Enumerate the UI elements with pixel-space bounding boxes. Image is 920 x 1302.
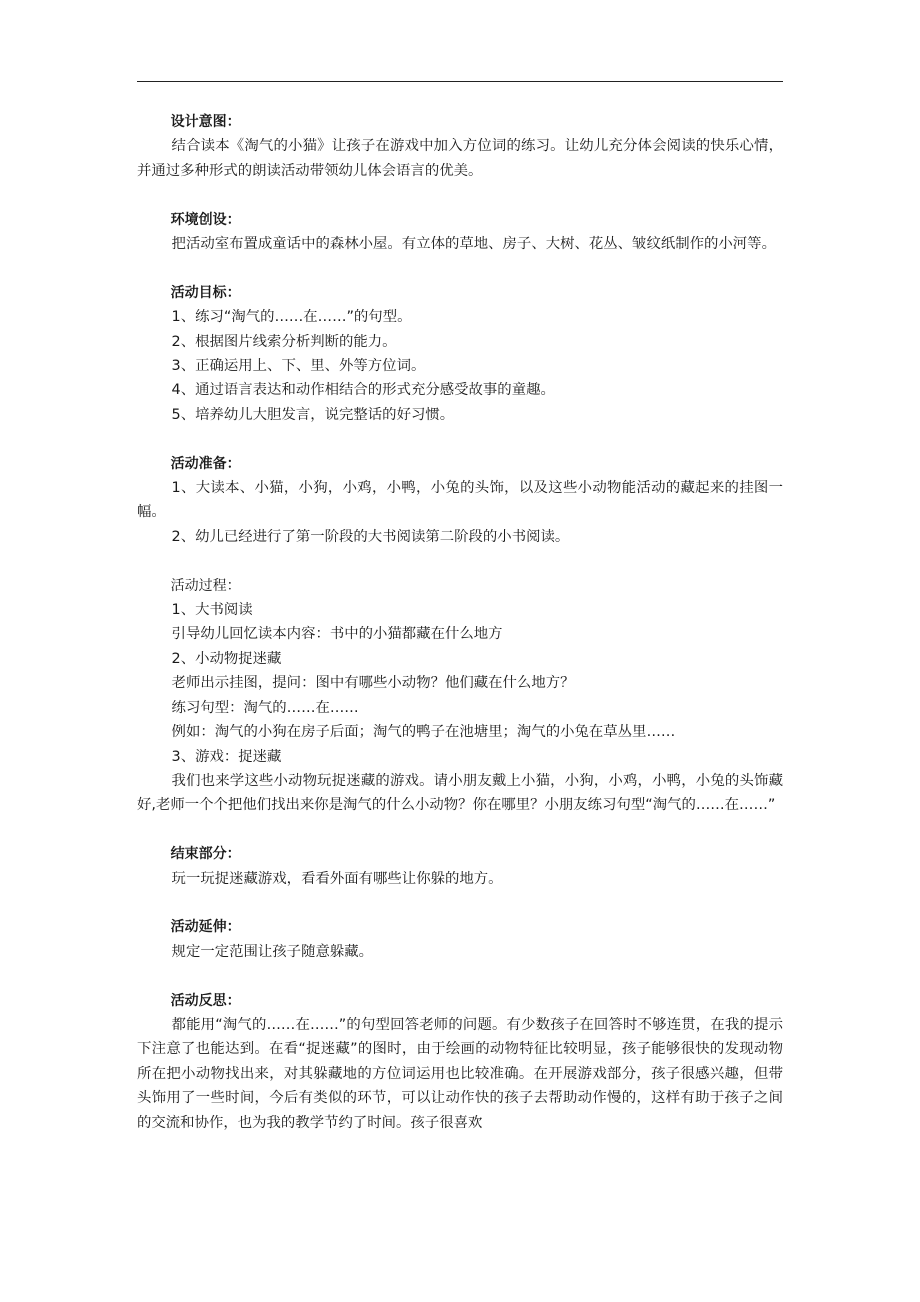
list-item: 1、练习“淘气的……在……”的句型。 xyxy=(171,309,412,326)
section-design xyxy=(137,110,783,183)
section-goals xyxy=(137,281,783,427)
section-ending xyxy=(137,842,783,891)
section-heading: 环境创设： xyxy=(170,211,241,228)
document-body xyxy=(137,110,783,1159)
section-paragraph: 我们也来学这些小动物玩捉迷藏的游戏。请小朋友戴上小猫，小狗，小鸡，小鸭，小兔的头饰藏好,老师一个个把他们找出来你是淘气的什么小动物？你在哪里？小朋友练习句型“淘气的……在……” xyxy=(137,772,783,814)
section-paragraph: 规定一定范围让孩子随意躲藏。 xyxy=(171,943,374,960)
list-item: 2、幼儿已经进行了第一阶段的大书阅读第二阶段的小书阅读。 xyxy=(171,528,570,545)
list-item: 2、根据图片线索分析判断的能力。 xyxy=(171,333,397,350)
process-line: 老师出示挂图，提问：图中有哪些小动物？他们藏在什么地方？ xyxy=(171,675,575,692)
list-item: 3、正确运用上、下、里、外等方位词。 xyxy=(171,358,426,375)
section-heading: 活动延伸： xyxy=(170,919,241,936)
process-line: 练习句型：淘气的……在…… xyxy=(171,699,359,716)
section-environment xyxy=(137,208,783,257)
list-item: 4、通过语言表达和动作相结合的形式充分感受故事的童趣。 xyxy=(171,382,555,399)
section-heading: 活动过程： xyxy=(170,577,241,594)
section-heading: 活动反思： xyxy=(170,992,241,1009)
process-line: 3、游戏：捉迷藏 xyxy=(171,748,282,765)
section-paragraph: 结合读本《淘气的小猫》让孩子在游戏中加入方位词的练习。让幼儿充分体会阅读的快乐心情，并通过多种形式的朗读活动带领幼儿体会语言的优美。 xyxy=(137,138,783,179)
process-line: 2、小动物捉迷藏 xyxy=(171,650,282,667)
section-heading: 活动准备： xyxy=(170,455,241,472)
process-line: 引导幼儿回忆读本内容：书中的小猫都藏在什么地方 xyxy=(171,626,503,643)
section-heading: 活动目标： xyxy=(170,284,241,301)
section-extension xyxy=(137,915,783,964)
section-heading: 设计意图： xyxy=(170,114,241,130)
section-process xyxy=(137,574,783,818)
section-paragraph: 都能用“淘气的……在……”的句型回答老师的问题。有少数孩子在回答时不够连贯，在我的提示下注意了也能达到。在看“捉迷藏”的图时，由于绘画的动物特征比较明显，孩子能够很快的发现动物所在把小动物找出来，对其躲藏地的方位词运用也比较准确。在开展游戏部分，孩子很感兴趣，但带头饰用了一些时间，今后有类似的环节，可以让动作快的孩子去帮助动作慢的，这样有助于孩子之间的交流和协作，也为我的教学节约了时间。孩子很喜欢 xyxy=(137,1016,783,1131)
section-preparation xyxy=(137,452,783,550)
section-heading: 结束部分： xyxy=(170,846,241,863)
list-item: 5、培养幼儿大胆发言，说完整话的好习惯。 xyxy=(171,406,455,423)
process-line: 1、大书阅读 xyxy=(171,602,253,619)
section-reflection xyxy=(137,989,783,1135)
header-divider xyxy=(137,81,783,82)
list-item: 1、大读本、小猫，小狗，小鸡，小鸭，小兔的头饰，以及这些小动物能活动的藏起来的挂图一幅。 xyxy=(137,480,783,521)
process-line: 例如：淘气的小狗在房子后面；淘气的鸭子在池塘里；淘气的小兔在草丛里…… xyxy=(171,724,676,741)
section-paragraph: 玩一玩捉迷藏游戏，看看外面有哪些让你躲的地方。 xyxy=(171,870,503,887)
section-paragraph: 把活动室布置成童话中的森林小屋。有立体的草地、房子、大树、花丛、皱纹纸制作的小河等。 xyxy=(171,236,776,253)
